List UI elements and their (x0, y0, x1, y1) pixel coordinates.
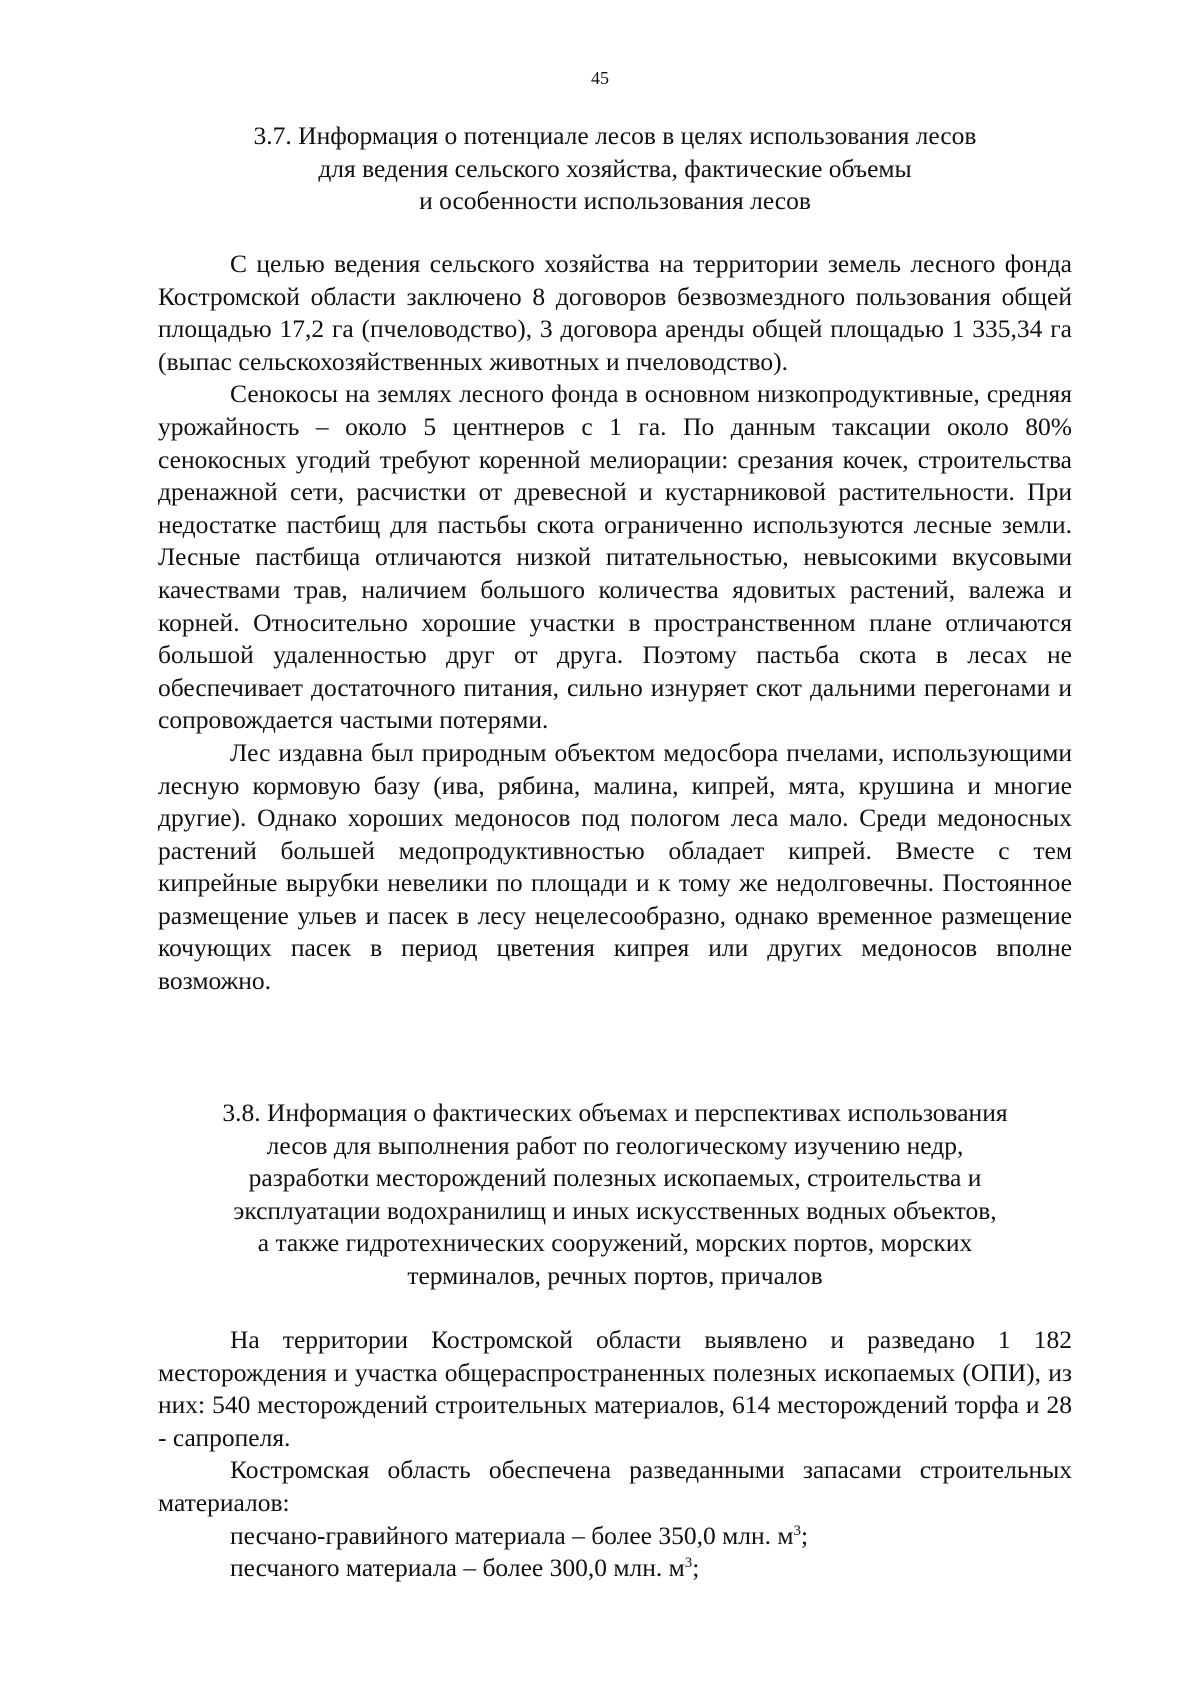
paragraph: Лес издавна был природным объектом медосбора пчелами, использующими лесную кормовую базу (ива, рябина, малина, кипрей, мята, крушина и многие другие). Однако хороших медоносов под пологом леса мало. Среди медоносных растений большей медопродуктивностью обладает кипрей. Вместе с тем кипрейные вырубки невелики по площади и к тому же недолговечны. Постоянное размещение ульев и пасек в лесу нецелесообразно, однако временное размещение кочующих пасек в период цветения кипрея или других медоносов вполне возможно. (158, 737, 1072, 996)
section-body-3-7 (158, 248, 1072, 998)
paragraph: Сенокосы на землях лесного фонда в основном низкопродуктивные, средняя урожайность – около 5 центнеров с 1 га. По данным таксации около 80% сенокосных угодий требуют коренной мелиорации: срезания кочек, строительства дренажной сети, расчистки от древесной и кустарниковой растительности. При недостатке пастбищ для пастьбы скота ограниченно используются лесные земли. Лесные пастбища отличаются низкой питательностью, невысокими вкусовыми качествами трав, наличием большого количества ядовитых растений, валежа и корней. Относительно хорошие участки в пространственном плане отличаются большой удаленностью друг от друга. Поэтому пастьба скота в лесах не обеспечивает достаточного питания, сильно изнуряет скот дальними перегонами и сопровождается частыми потерями. (158, 379, 1072, 735)
list-item-tail: ; (800, 1520, 809, 1550)
list-item-text: песчаного материала – более 300,0 млн. м (230, 1553, 685, 1583)
heading-line: лесов для выполнения работ по геологическому изучению недр, (266, 1130, 964, 1160)
section-body-3-8 (158, 1324, 1072, 1585)
heading-line: эксплуатации водохранилищ и иных искусственных водных объектов, (233, 1195, 997, 1225)
list-item (158, 1520, 1072, 1553)
page-number: 45 (591, 68, 609, 88)
paragraph: На территории Костромской области выявлено и разведано 1 182 месторождения и участка общераспространенных полезных ископаемых (ОПИ), из них: 540 месторождений строительных материалов, 614 месторождений торфа и 28 - сапропеля. (158, 1325, 1072, 1452)
superscript: 3 (793, 1522, 801, 1539)
heading-line: для ведения сельского хозяйства, фактические объемы (318, 153, 912, 183)
heading-line: разработки месторождений полезных ископаемых, строительства и (248, 1163, 982, 1193)
section-heading-3-7 (158, 120, 1072, 218)
superscript: 3 (684, 1555, 693, 1572)
heading-line: терминалов, речных портов, причалов (407, 1260, 823, 1290)
list-item-tail: ; (692, 1553, 700, 1583)
heading-line: 3.7. Информация о потенциале лесов в целях использования лесов (253, 121, 977, 150)
heading-line: 3.8. Информация о фактических объемах и перспективах использования (222, 1098, 1008, 1127)
heading-line: а также гидротехнических сооружений, морских портов, морских (257, 1228, 973, 1258)
list-item (158, 1552, 1072, 1585)
heading-line: и особенности использования лесов (419, 186, 811, 216)
paragraph: Костромская область обеспечена разведанными запасами строительных материалов: (158, 1455, 1072, 1517)
list-item-text: песчано-гравийного материала – более 350,0 млн. м (230, 1520, 794, 1550)
paragraph: С целью ведения сельского хозяйства на территории земель лесного фонда Костромской области заключено 8 договоров безвозмездного пользования общей площадью 17,2 га (пчеловодство), 3 договора аренды общей площадью 1 335,34 га (выпас сельскохозяйственных животных и пчеловодство). (158, 249, 1072, 376)
section-heading-3-8 (158, 1097, 1072, 1293)
